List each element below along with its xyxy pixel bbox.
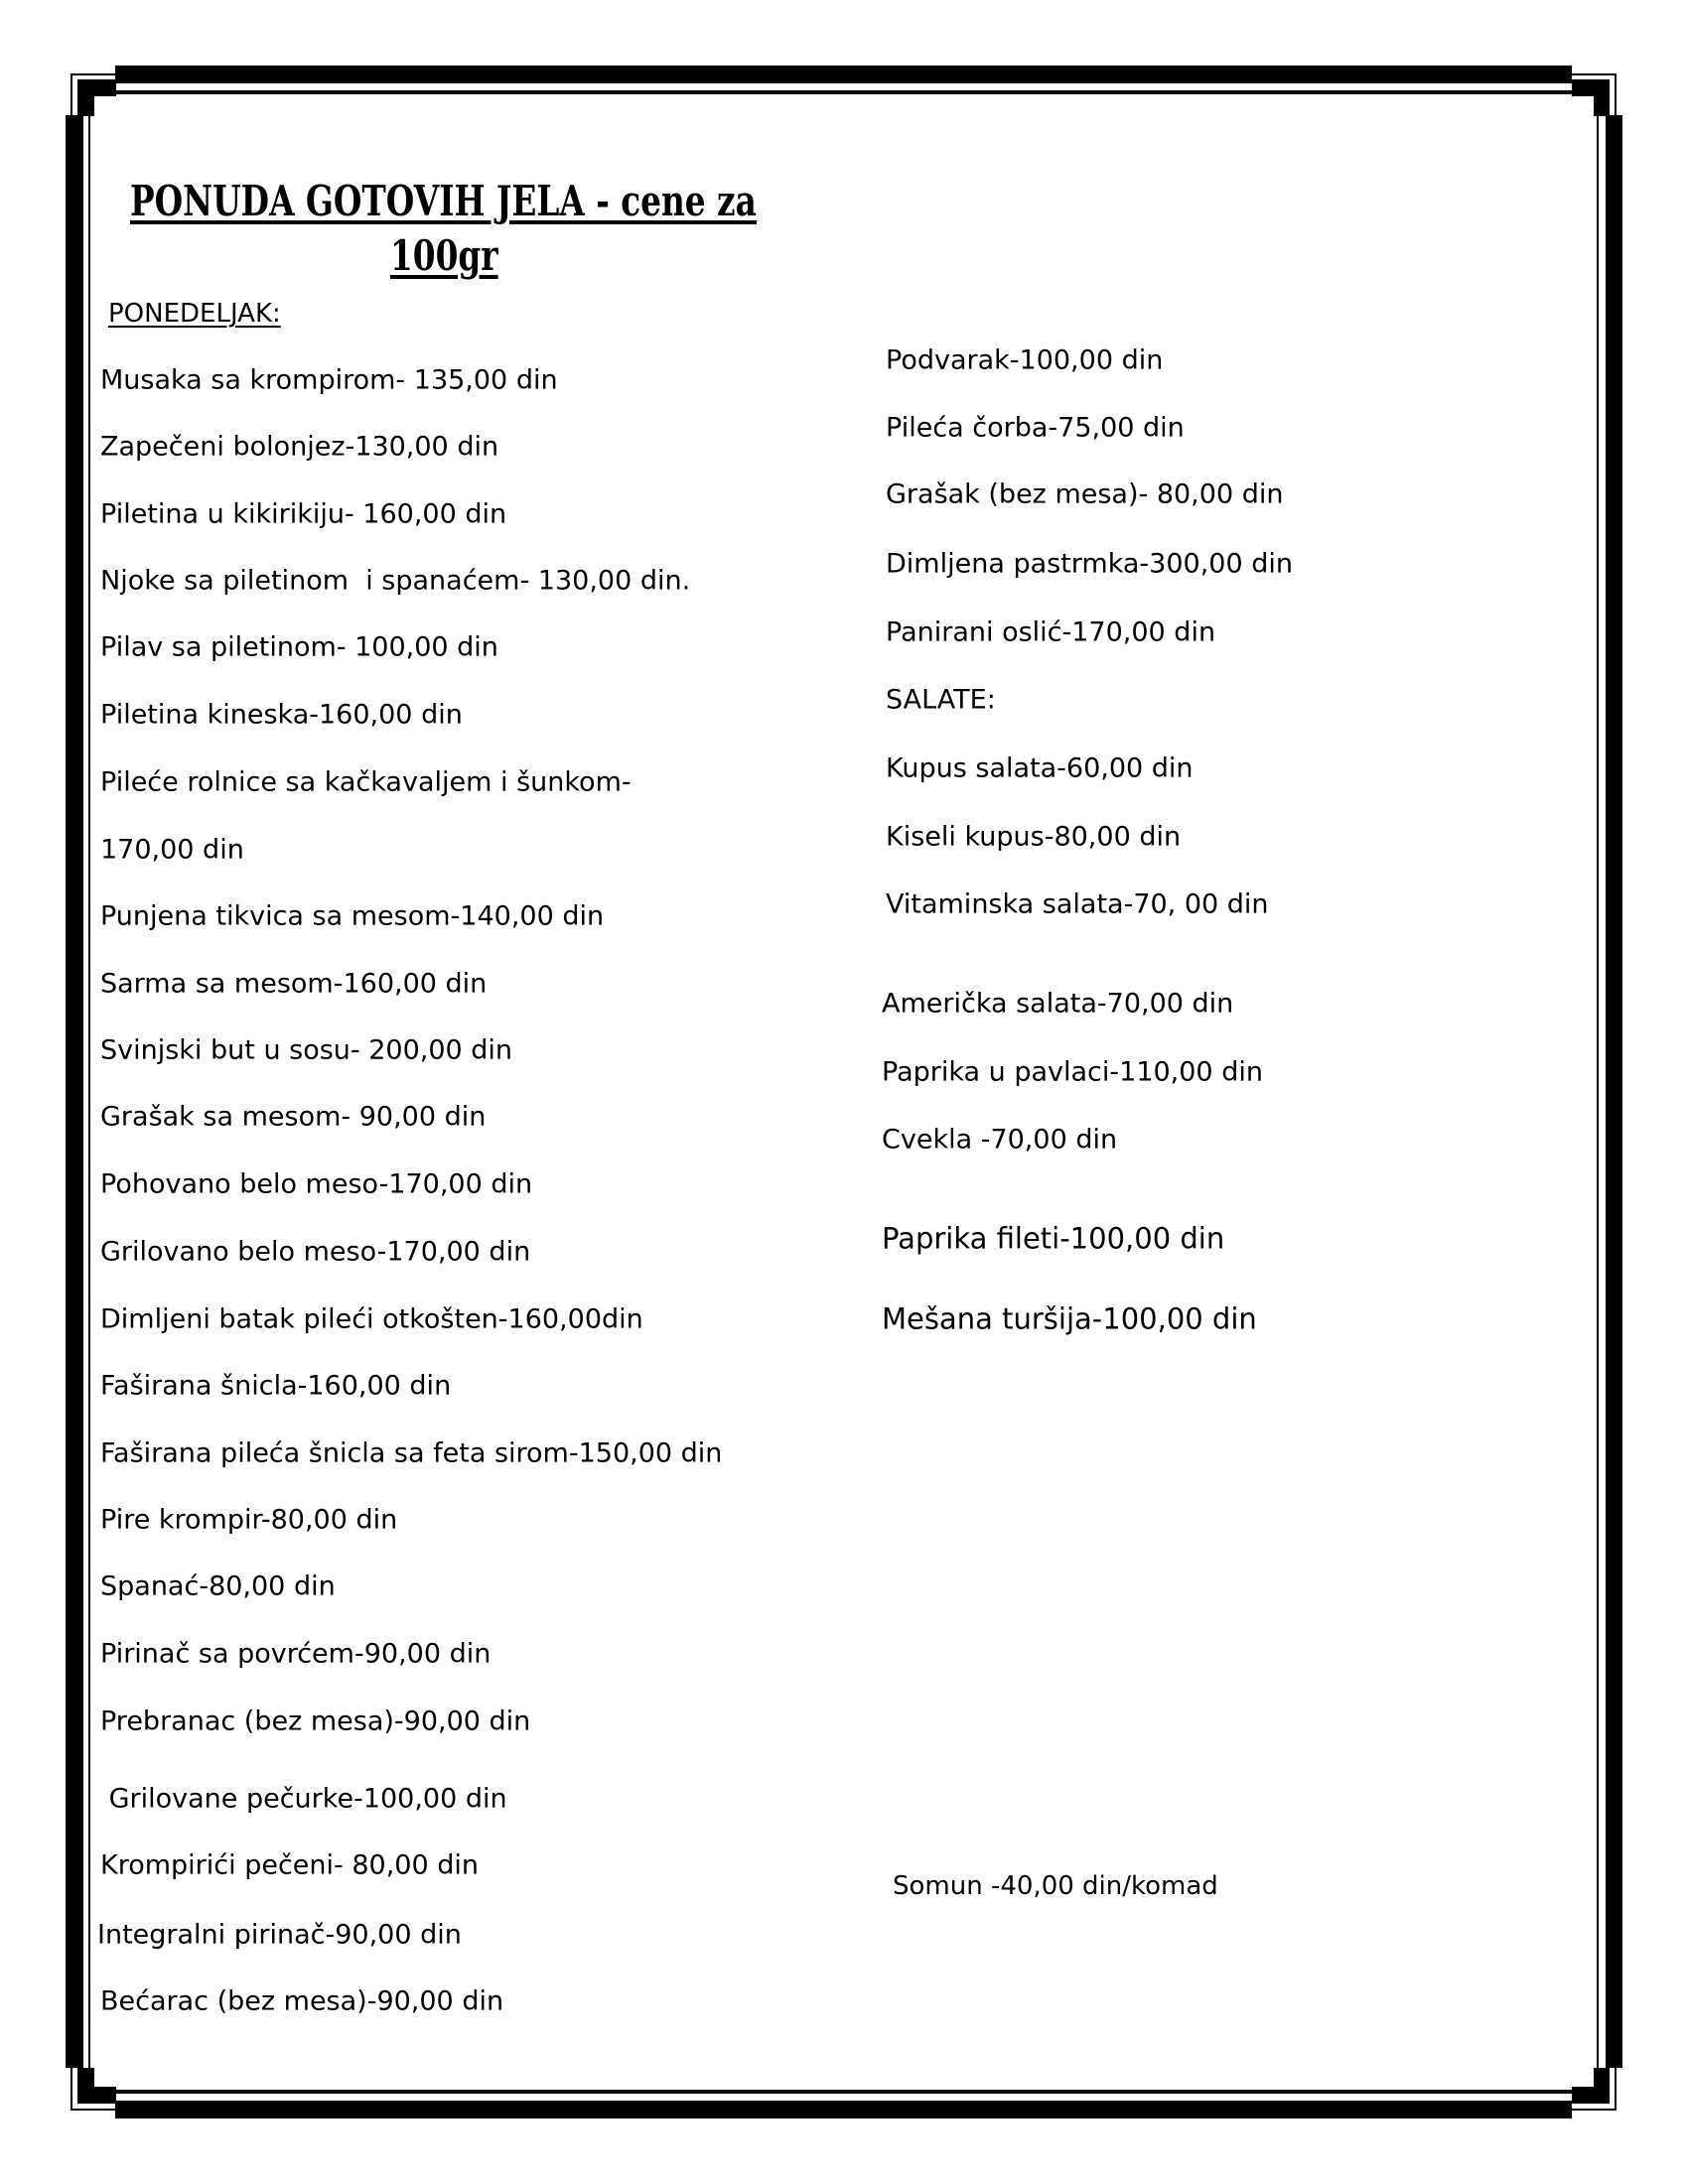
menu-item: Piletina u kikirikiju- 160,00 din <box>100 498 507 530</box>
menu-item: Prebranac (bez mesa)-90,00 din <box>100 1706 531 1737</box>
corner-top-left-block-v <box>77 79 94 116</box>
border-bottom-thick <box>115 2101 1572 2118</box>
border-right-thin <box>1597 115 1599 2068</box>
menu-item: Dimljena pastrmka-300,00 din <box>886 548 1293 580</box>
page-title-line-2: 100gr <box>390 231 498 280</box>
border-top-thick <box>115 66 1572 83</box>
day-heading: PONEDELJAK: <box>108 299 281 329</box>
menu-item: Pohovano belo meso-170,00 din <box>100 1168 533 1200</box>
menu-item: Dimljeni batak pileći otkošten-160,00din <box>100 1303 643 1335</box>
menu-item-continuation: 170,00 din <box>100 834 244 866</box>
menu-item: Panirani oslić-170,00 din <box>886 616 1216 648</box>
menu-item: Svinjski but u sosu- 200,00 din <box>100 1034 513 1066</box>
menu-item: Grašak (bez mesa)- 80,00 din <box>886 478 1284 510</box>
border-left-thin <box>88 115 90 2068</box>
menu-item: Musaka sa krompirom- 135,00 din <box>100 364 558 396</box>
salad-item: Cvekla -70,00 din <box>882 1124 1118 1156</box>
menu-item: Faširana šnicla-160,00 din <box>100 1370 452 1402</box>
border-right-thick <box>1606 115 1622 2068</box>
salad-item: Paprika fileti-100,00 din <box>882 1221 1225 1256</box>
menu-item: Pileće rolnice sa kačkavaljem i šunkom- <box>100 766 632 798</box>
menu-item: Zapečeni bolonjez-130,00 din <box>100 431 499 463</box>
menu-item: Bećarac (bez mesa)-90,00 din <box>100 1985 504 2017</box>
salad-item: Kupus salata-60,00 din <box>886 752 1194 784</box>
menu-item: Pirinač sa povrćem-90,00 din <box>100 1638 492 1670</box>
menu-item: Pilav sa piletinom- 100,00 din <box>100 631 498 663</box>
border-left-thick <box>66 115 83 2068</box>
corner-bottom-right-block-v <box>1594 2068 1610 2104</box>
menu-item: Grilovane pečurke-100,00 din <box>100 1783 507 1815</box>
bread-item: Somun -40,00 din/komad <box>893 1871 1218 1901</box>
salad-item: Američka salata-70,00 din <box>882 988 1234 1020</box>
salads-heading: SALATE: <box>886 684 996 716</box>
menu-item: Pire krompir-80,00 din <box>100 1504 398 1536</box>
salad-item: Kiseli kupus-80,00 din <box>886 821 1182 853</box>
menu-item: Sarma sa mesom-160,00 din <box>100 968 488 1000</box>
corner-top-right-block-v <box>1594 79 1610 116</box>
menu-item: Spanać-80,00 din <box>100 1570 336 1602</box>
salad-item: Vitaminska salata-70, 00 din <box>886 888 1269 920</box>
menu-item: Krompirići pečeni- 80,00 din <box>100 1849 479 1881</box>
menu-item: Punjena tikvica sa mesom-140,00 din <box>100 900 605 932</box>
menu-item: Njoke sa piletinom i spanaćem- 130,00 din. <box>100 565 691 597</box>
salad-item: Paprika u pavlaci-110,00 din <box>882 1056 1263 1088</box>
menu-item: Grašak sa mesom- 90,00 din <box>100 1101 487 1133</box>
menu-item: Grilovano belo meso-170,00 din <box>100 1236 531 1268</box>
corner-bottom-left-block-v <box>77 2068 94 2104</box>
menu-item: Podvarak-100,00 din <box>886 344 1164 376</box>
page-title-line-1: PONUDA GOTOVIH JELA - cene za <box>130 177 757 225</box>
menu-item: Pileća čorba-75,00 din <box>886 412 1185 444</box>
menu-item: Piletina kineska-160,00 din <box>100 699 463 731</box>
border-top-thin <box>115 90 1572 94</box>
border-bottom-thin <box>115 2090 1572 2094</box>
menu-item: Faširana pileća šnicla sa feta sirom-150,00 din <box>100 1437 723 1469</box>
menu-item: Integralni pirinač-90,00 din <box>97 1919 462 1951</box>
salad-item: Mešana turšija-100,00 din <box>882 1301 1257 1336</box>
